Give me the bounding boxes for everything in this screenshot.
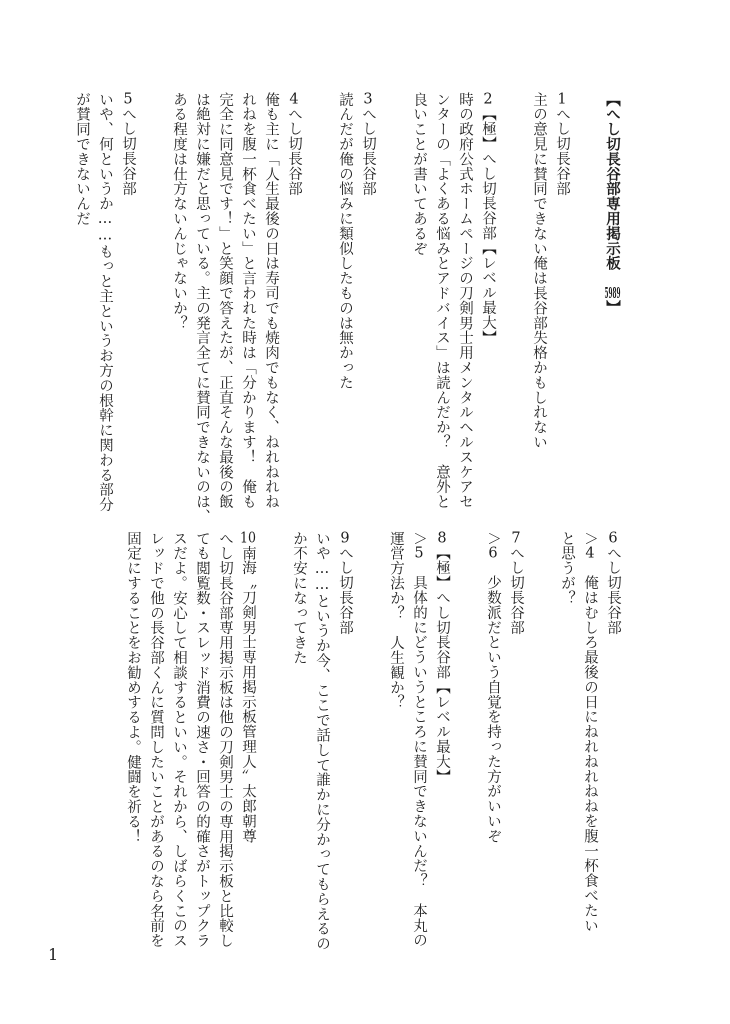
post-body-line: が賛同できないんだ (74, 92, 90, 227)
post-header: 9へし切長谷部 (337, 531, 353, 635)
post-body-line: へし切長谷部専用掲示板は他の刀剣男士の専用掲示板と比較し (217, 531, 233, 949)
post-header: 6へし切長谷部 (605, 531, 621, 635)
post-body-line: 時の政府公式ホームページの刀剣男士用メンタルヘルスケアセ (457, 92, 473, 510)
post-header: 2【極】へし切長谷部【レベル最大】 (480, 92, 496, 345)
post-header: 5へし切長谷部 (120, 92, 136, 196)
post-body-line: 運営方法か？ 人生観か？ (388, 531, 404, 710)
post-body-line: 完全に同意見です！」と笑顔で答えたが、正直そんな最後の飯 (217, 92, 233, 510)
post-body-line: ＞6 少数派だという自覚を持った方がいいぞ (485, 531, 501, 844)
post-body-line: ＞5 具体的にどういうところに賛同できないんだ？ 本丸の (411, 531, 427, 948)
post-body-line: ある程度は仕方ないんじゃないか？ (171, 92, 187, 331)
post-body-line: 俺も主に「人生最後の日は寿司でも焼肉でもなく、ねれねれね (263, 92, 279, 510)
post-body-line: ンターの「よくある悩みとアドバイス」は読んだか？ 意外と (434, 92, 450, 510)
post-body-line: いや、何というか……もっと主というお方の根幹に関わる部分 (97, 92, 113, 513)
post-body-line: 固定にすることをお勧めするよ。健闘を祈る！ (125, 531, 141, 844)
post-body-line: 読んだが俺の悩みに類似したものは無かった (337, 92, 353, 390)
thread-title: 【へし切長谷部専用掲示板 5989】 (604, 92, 621, 316)
post-header: 10南海〝刀剣男士専用掲示板管理人〟太郎朝尊 (240, 531, 256, 844)
post-header: 4へし切長谷部 (286, 92, 302, 196)
page-number: 1 (48, 945, 59, 964)
post-header: 3へし切長谷部 (360, 92, 376, 196)
post-body-line: ても閲覧数・スレッド消費の速さ・回答の的確さがトップクラ (194, 531, 210, 949)
post-body-line: か不安になってきた (291, 531, 307, 666)
post-body-line: 良いことが書いてあるぞ (411, 92, 427, 256)
post-body-line: いや……というか今、ここで話して誰かに分かってもらえるの (314, 531, 330, 952)
post-header: 7へし切長谷部 (508, 531, 524, 635)
post-body-line: と思うが？ (559, 531, 575, 606)
post-body-line: 主の意見に賛同できない俺は長谷部失格かもしれない (531, 92, 547, 450)
post-body-line: スだよ。安心して相談するといい。それから、しばらくこのス (171, 531, 187, 949)
post-body-line: れねを腹一杯食べたい」と言われた時は「分かります！ 俺も (240, 92, 256, 510)
post-header: 1へし切長谷部 (554, 92, 570, 196)
post-header: 8【極】へし切長谷部【レベル最大】 (434, 531, 450, 784)
post-body-line: レッドで他の長谷部くんに質問したいことがあるのなら名前を (148, 531, 164, 949)
post-body-line: は絶対に嫌だと思っている。主の発言全てに賛同できないのは、 (194, 92, 210, 525)
post-body-line: ＞4 俺はむしろ最後の日にねれねれねねを腹一杯食べたい (582, 531, 598, 933)
